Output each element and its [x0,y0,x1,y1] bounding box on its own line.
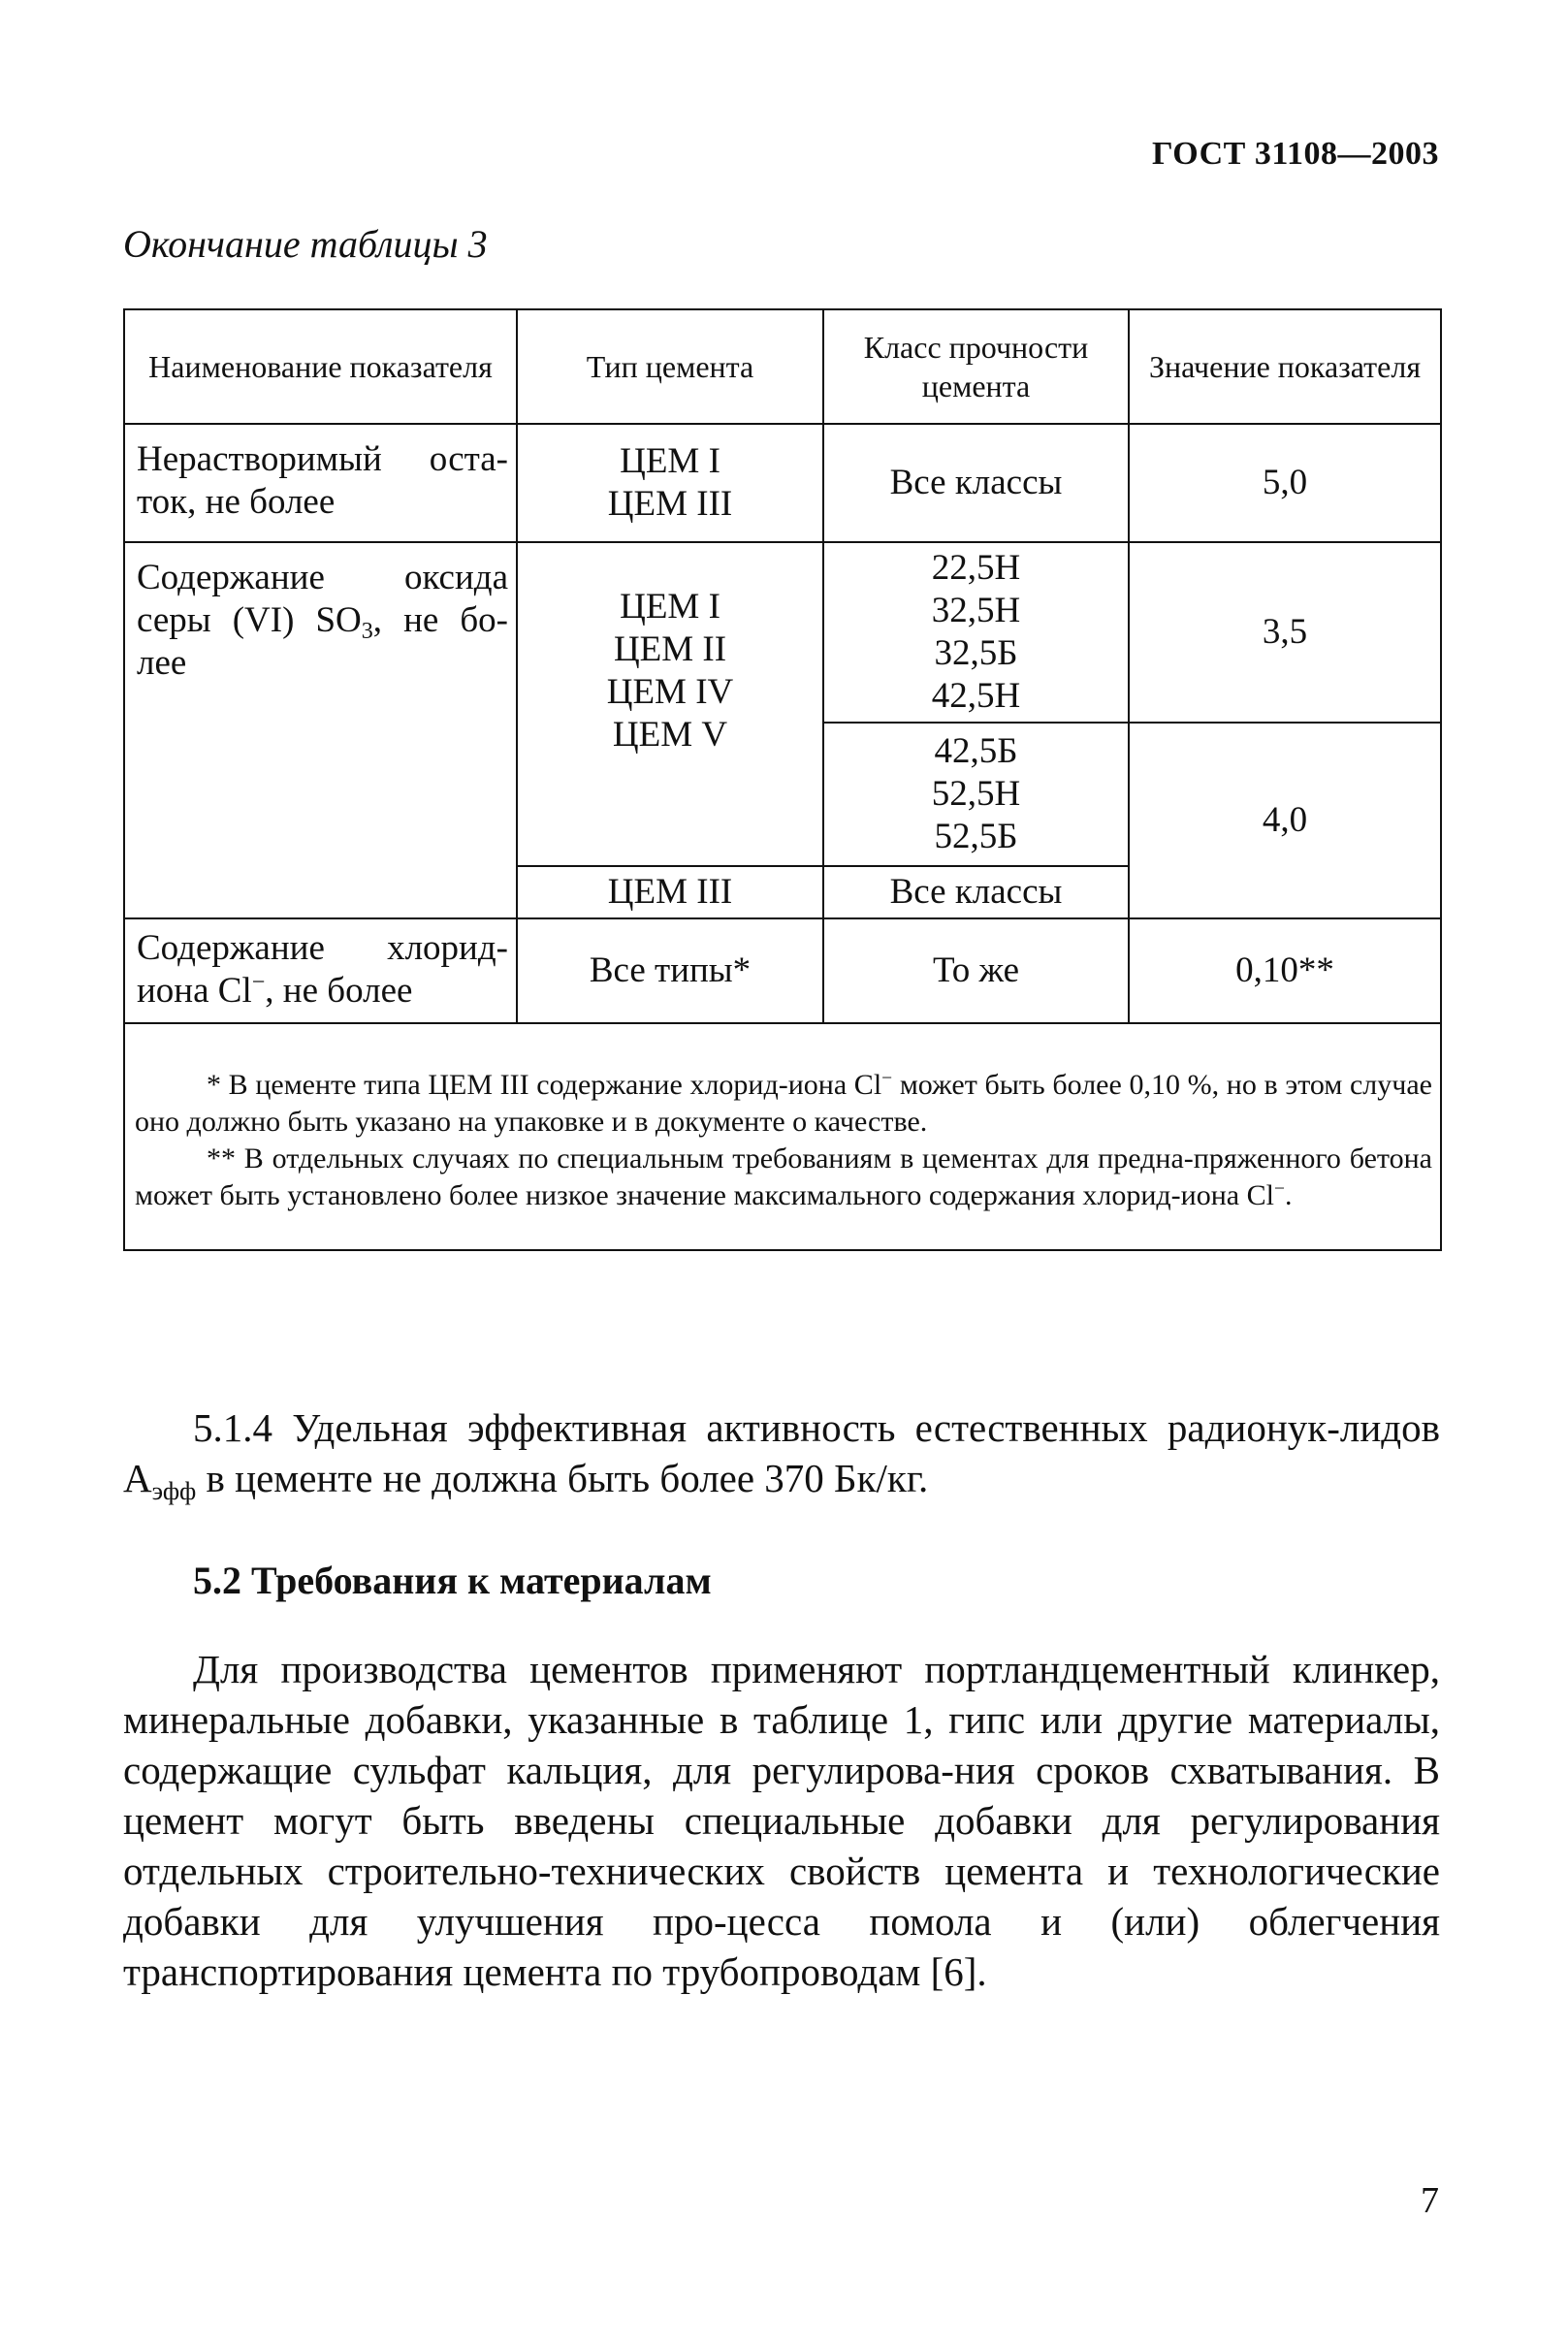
table-notes-row [124,1023,1441,1250]
subscript: 3 [361,619,373,645]
indicator-name-text: , не более [265,971,413,1011]
indicator-name [124,542,517,918]
cement-type: ЦЕМ III [517,866,823,918]
strength-classes [823,723,1129,866]
table-header-row [124,309,1441,424]
strength-class: 42,5Н [931,676,1021,716]
strength-classes [823,542,1129,723]
cement-type: ЦЕМ I [620,441,720,481]
cement-type: ЦЕМ V [612,715,728,755]
footnote-text: . [1284,1179,1293,1211]
subscript: эфф [151,1475,197,1505]
indicator-value: 0,10** [1129,918,1441,1023]
table-row [124,542,1441,723]
indicator-value: 4,0 [1129,723,1441,918]
indicator-name-text: Содержание хлорид-иона Cl [137,928,508,1011]
section-heading: 5.2 Требования к материалам [193,1559,712,1602]
strength-class: То же [823,918,1129,1023]
strength-class: 22,5Н [931,548,1021,588]
superscript: − [251,969,266,995]
column-header: Значение показателя [1129,309,1441,424]
strength-class: 42,5Б [934,731,1018,771]
indicator-name: Нерастворимый оста-ток, не более [124,424,517,542]
indicator-name-text: Содержание оксида серы (VI) SO [137,558,508,640]
table-footnotes [124,1023,1441,1250]
table-caption: Окончание таблицы 3 [123,222,488,266]
column-header: Тип цемента [517,309,823,424]
standard-code: ГОСТ 31108—2003 [1151,136,1439,172]
column-header: Класс прочности цемента [823,309,1129,424]
page-number: 7 [1421,2180,1439,2221]
cement-type: ЦЕМ II [613,629,727,669]
strength-class: 52,5Н [931,774,1021,814]
indicator-name-text: , не бо-лее [137,600,509,683]
paragraph-5-1-4 [123,1402,1440,1503]
table-row [124,918,1441,1023]
cement-type: ЦЕМ I [620,587,720,627]
indicator-value: 3,5 [1129,542,1441,723]
strength-class: 32,5Н [931,591,1021,630]
section-paragraph: Для производства цементов применяют портландцементный клинкер, минеральные добавки, указанные в таблице 1, гипс или другие материалы, содержащие сульфат кальция, для регулирова-ния сроков схватывания. В цемент могут быть введены специальные добавки для регулирования отдельных строительно-технических свойств цемента и технологические добавки для улучшения про-цесса помола и (или) облегчения транспортирования цемента по трубопроводам [6]. [123,1647,1440,1994]
indicator-value: 5,0 [1129,424,1441,542]
superscript: − [881,1068,893,1089]
cement-type: ЦЕМ IV [606,672,734,712]
requirements-table [123,308,1442,1251]
cement-types: Все типы* [517,918,823,1023]
column-header: Наименование показателя [124,309,517,424]
footnote [135,1067,1432,1141]
strength-class: Все классы [823,424,1129,542]
indicator-name [124,918,517,1023]
footnote-text: ** В отдельных случаях по специальным требованиям в цементах для предна-пряженного бетона может быть установлено более низкое значение максимального содержания хлорид-иона Cl [135,1142,1432,1211]
strength-class: 52,5Б [934,817,1018,856]
strength-class: Все классы [823,866,1129,918]
superscript: − [1273,1178,1285,1200]
footnote-text: может быть более 0,10 %, но в этом случае оно должно быть указано на упаковке и в документе о качестве. [135,1069,1432,1138]
strength-class: 32,5Б [934,633,1018,673]
paragraph-text: 5.1.4 Удельная эффективная активность естественных радионук-лидов А [123,1405,1440,1500]
cement-types [517,542,823,866]
footnote-text: * В цементе типа ЦЕМ III содержание хлорид-иона Cl [207,1069,882,1101]
cement-type: ЦЕМ III [607,484,733,524]
paragraph-text: в цементе не должна быть более 370 Бк/кг. [196,1456,929,1500]
table-row [124,424,1441,542]
cement-types [517,424,823,542]
footnote [135,1141,1432,1214]
